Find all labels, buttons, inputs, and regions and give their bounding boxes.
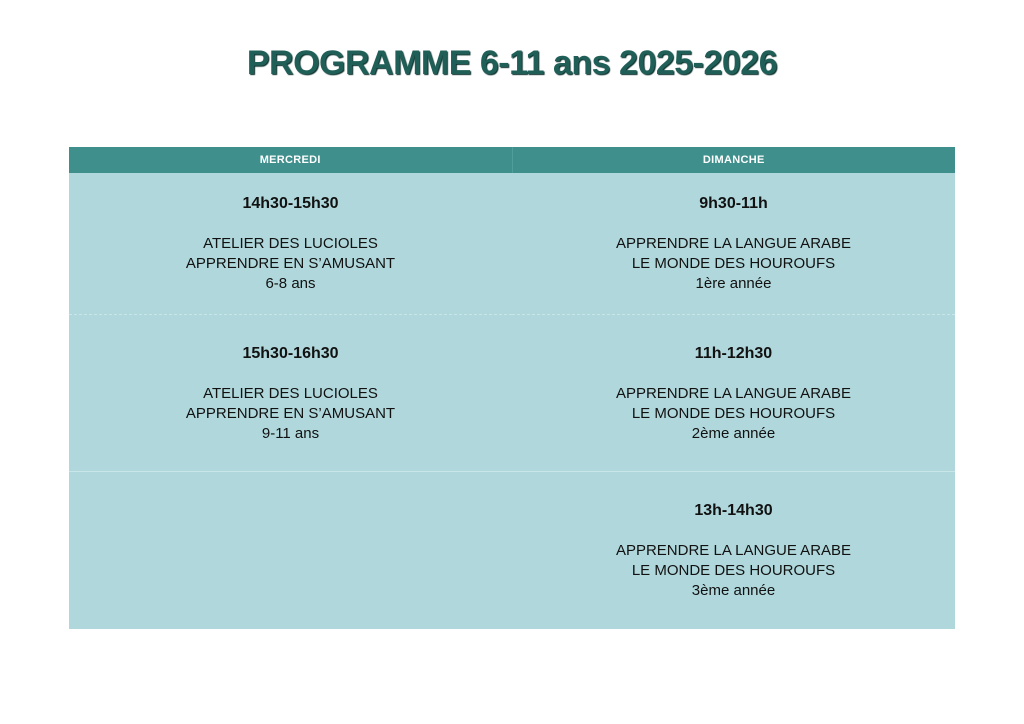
slot-subtitle: LE MONDE DES HOUROUFS — [631, 255, 836, 272]
schedule-table — [69, 147, 955, 629]
schedule-slot — [512, 314, 955, 471]
slot-level: 1ère année — [695, 275, 772, 292]
slot-level: 3ème année — [691, 582, 776, 599]
slot-subtitle: LE MONDE DES HOUROUFS — [631, 562, 836, 579]
slot-subtitle: LE MONDE DES HOUROUFS — [631, 405, 836, 422]
slot-level: 2ème année — [691, 425, 776, 442]
slot-level: 6-8 ans — [265, 275, 316, 292]
slot-activity: ATELIER DES LUCIOLES — [203, 235, 378, 252]
schedule-slot — [69, 314, 512, 471]
slot-activity: APPRENDRE LA LANGUE ARABE — [615, 235, 852, 252]
column-header-sunday: DIMANCHE — [512, 147, 956, 173]
column-header-wednesday: MERCREDI — [69, 147, 512, 173]
slot-time: 13h-14h30 — [694, 502, 773, 519]
schedule-slot — [69, 173, 512, 314]
slot-time: 14h30-15h30 — [242, 195, 339, 212]
table-header — [69, 147, 955, 173]
slot-time: 15h30-16h30 — [242, 345, 339, 362]
slot-level: 9-11 ans — [261, 425, 320, 442]
column-wednesday — [69, 173, 512, 629]
slot-time: 11h-12h30 — [694, 345, 773, 362]
slot-subtitle: APPRENDRE EN S’AMUSANT — [185, 405, 396, 422]
slot-subtitle: APPRENDRE EN S’AMUSANT — [185, 255, 396, 272]
schedule-slot — [512, 173, 955, 314]
schedule-slot — [512, 471, 955, 629]
slot-activity: APPRENDRE LA LANGUE ARABE — [615, 542, 852, 559]
slot-activity: APPRENDRE LA LANGUE ARABE — [615, 385, 852, 402]
column-sunday — [512, 173, 955, 629]
slot-time: 9h30-11h — [699, 195, 768, 212]
schedule-slot-empty — [69, 471, 512, 629]
page-title: PROGRAMME 6-11 ans 2025-2026 — [246, 44, 778, 82]
slot-activity: ATELIER DES LUCIOLES — [203, 385, 378, 402]
